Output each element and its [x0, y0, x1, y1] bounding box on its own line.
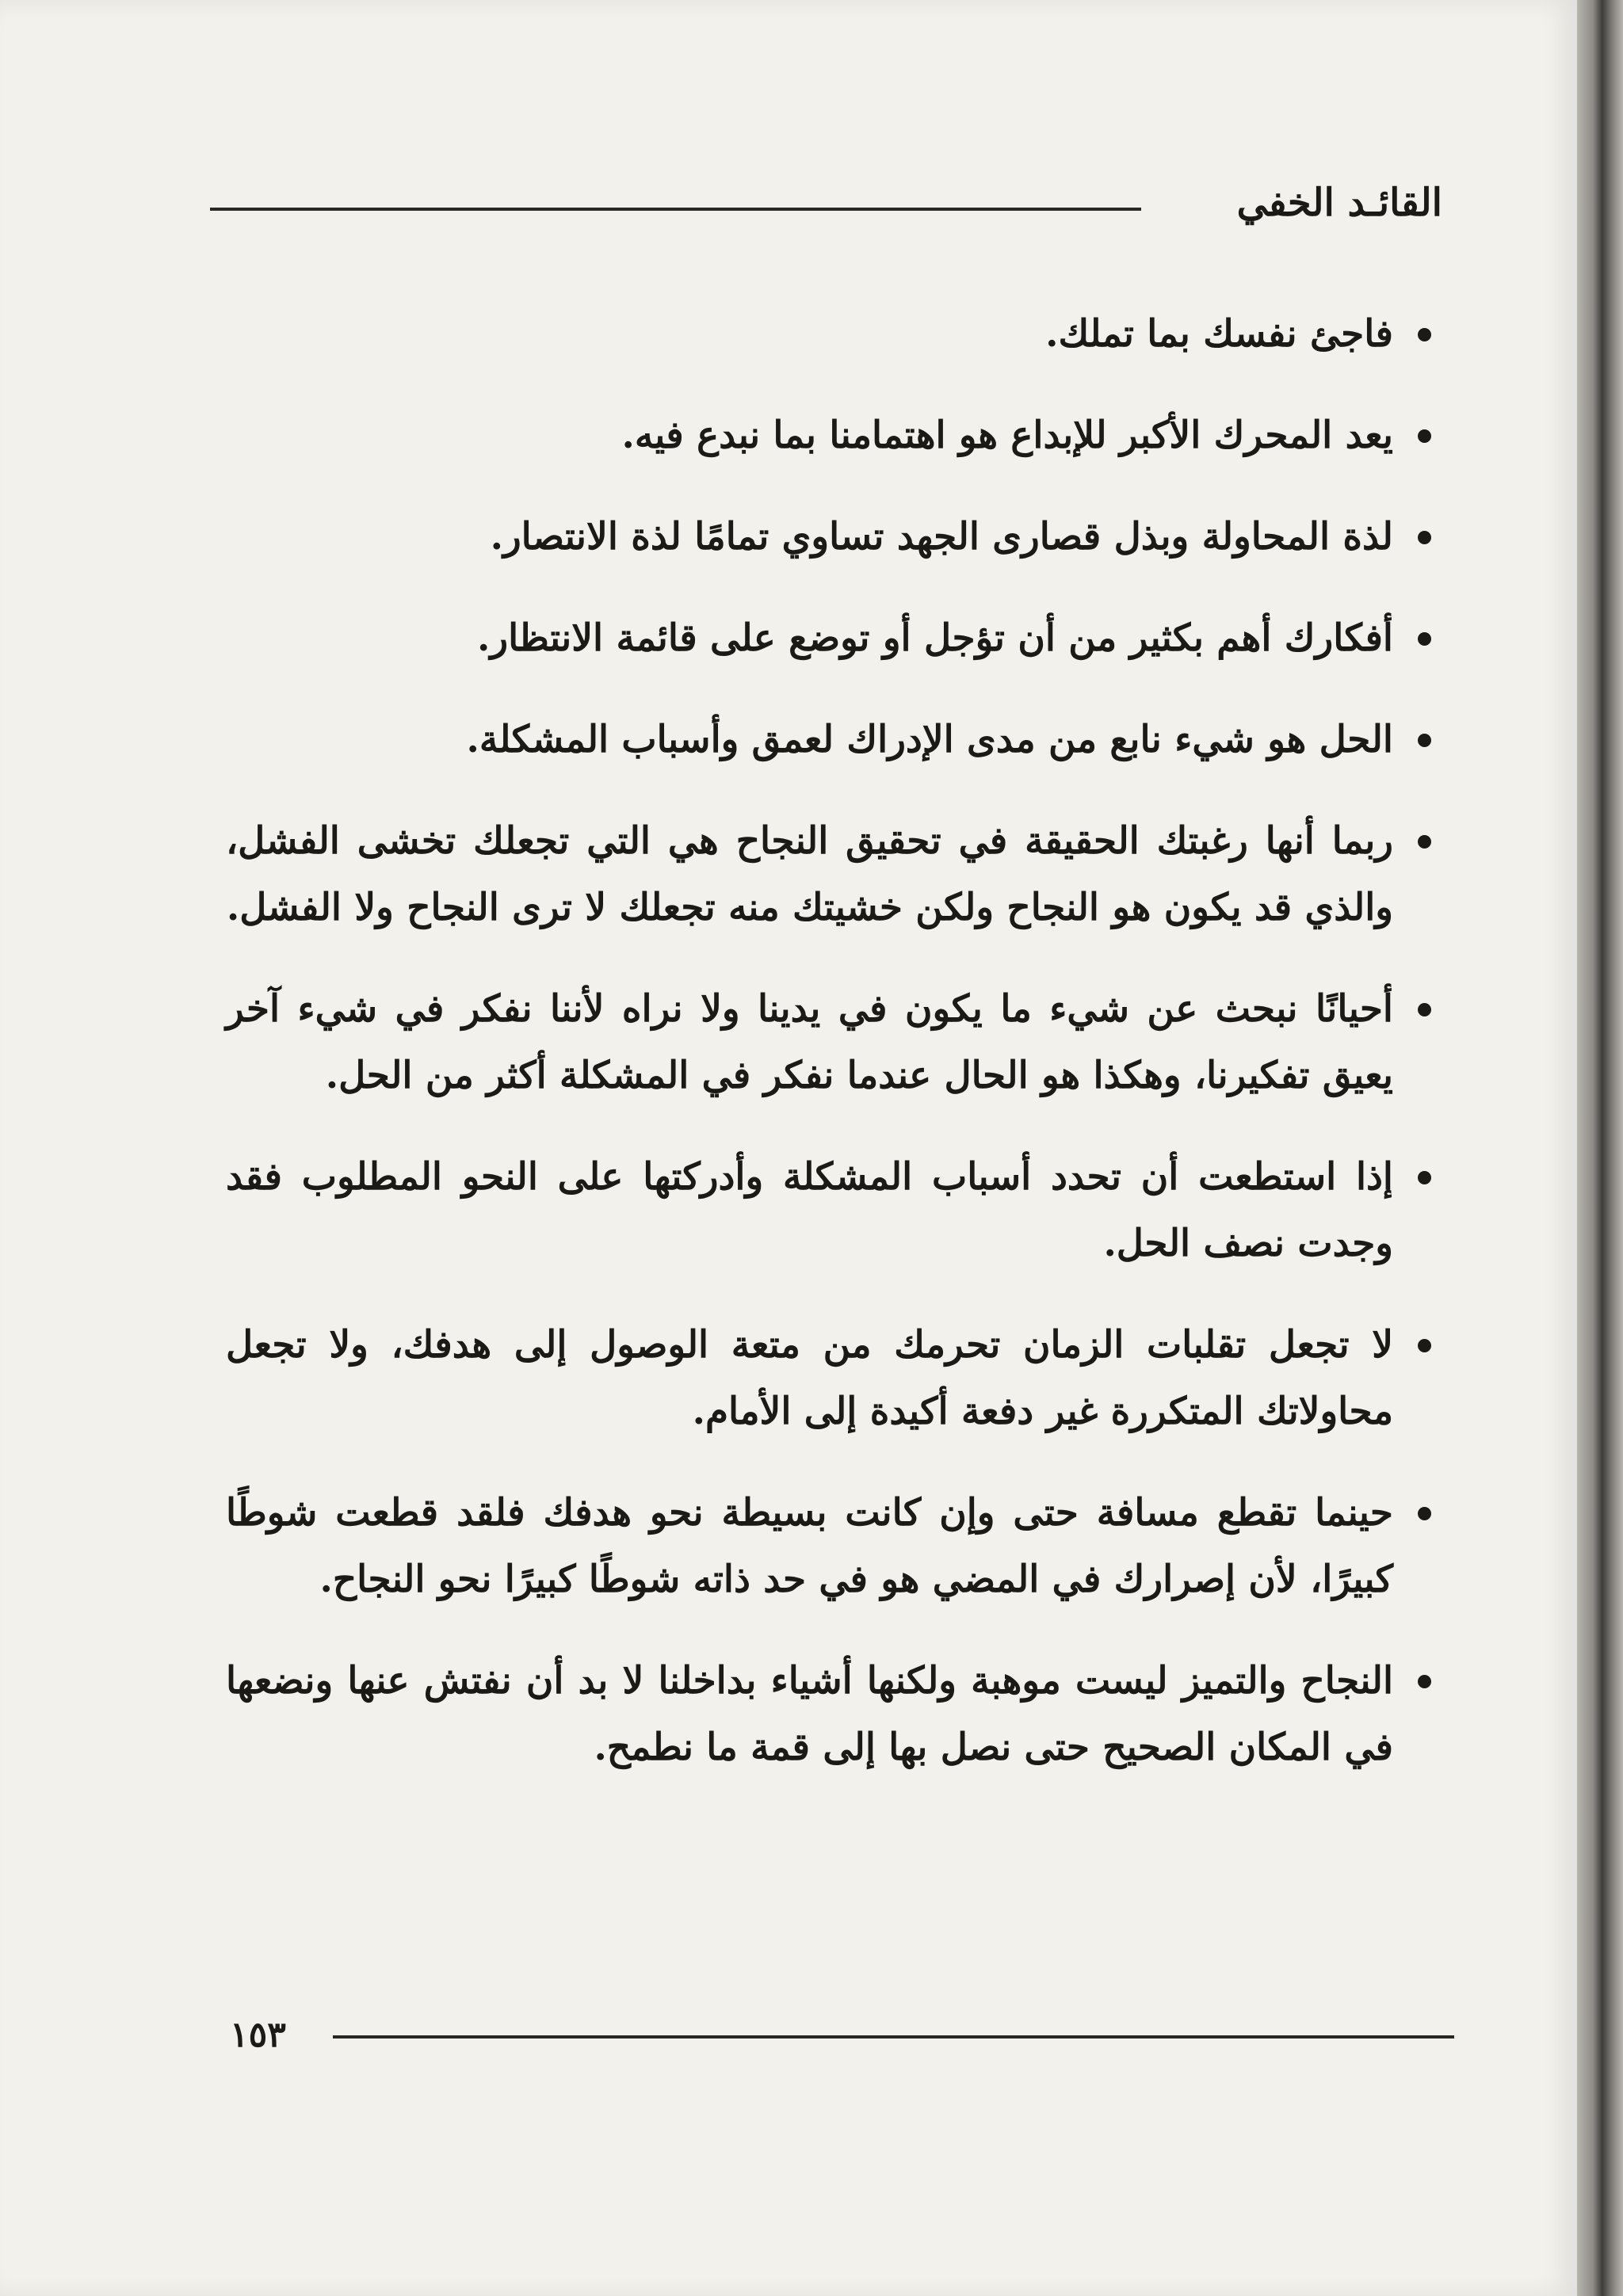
list-item — [226, 1480, 1434, 1613]
list-item — [226, 301, 1434, 368]
running-header — [210, 158, 1442, 238]
page-footer — [230, 2008, 1454, 2072]
bullet-icon — [1418, 1339, 1431, 1352]
bullet-icon — [1418, 1171, 1431, 1184]
list-item-text: يعد المحرك الأكبر للإبداع هو اهتمامنا بما نبدع فيه. — [621, 414, 1393, 457]
list-item — [226, 976, 1434, 1109]
bullet-icon — [1418, 734, 1431, 747]
list-item — [226, 1144, 1434, 1277]
bullet-icon — [1418, 1003, 1431, 1016]
bullet-icon — [1418, 632, 1431, 646]
list-item-text: فاجئ نفسك بما تملك. — [1045, 312, 1393, 356]
list-item-text: ربما أنها رغبتك الحقيقة في تحقيق النجاح هي التي تجعلك تخشى الفشل، والذي قد يكون هو النجاح ولكن خشيتك منه تجعلك لا ترى النجاح ولا الفشل. — [226, 819, 1393, 929]
footer-rule — [333, 2035, 1454, 2039]
bullet-list — [226, 301, 1434, 1816]
bullet-icon — [1418, 1675, 1431, 1688]
book-spine-shadow — [1577, 0, 1623, 2296]
bullet-icon — [1418, 1507, 1431, 1520]
bullet-icon — [1418, 531, 1431, 544]
bullet-icon — [1418, 328, 1431, 341]
list-item — [226, 1312, 1434, 1445]
list-item-text: أفكارك أهم بكثير من أن تؤجل أو توضع على قائمة الانتظار. — [477, 616, 1393, 660]
list-item — [226, 808, 1434, 941]
list-item-text: أحيانًا نبحث عن شيء ما يكون في يدينا ولا نراه لأننا نفكر في شيء آخر يعيق تفكيرنا، وهكذا هو الحال عندما نفكر في المشكلة أكثر من الحل. — [226, 987, 1393, 1097]
page-number: ١٥٣ — [230, 2015, 286, 2055]
header-rule — [210, 208, 1141, 211]
list-item-text: الحل هو شيء نابع من مدى الإدراك لعمق وأسباب المشكلة. — [466, 718, 1393, 761]
list-item-text: إذا استطعت أن تحدد أسباب المشكلة وأدركتها على النحو المطلوب فقد وجدت نصف الحل. — [226, 1155, 1393, 1265]
list-item-text: لذة المحاولة وبذل قصارى الجهد تساوي تمامًا لذة الانتصار. — [490, 515, 1393, 559]
list-item — [226, 707, 1434, 773]
list-item — [226, 605, 1434, 672]
bullet-icon — [1418, 835, 1431, 849]
list-item — [226, 504, 1434, 570]
list-item — [226, 402, 1434, 469]
list-item — [226, 1648, 1434, 1781]
list-item-text: حينما تقطع مسافة حتى وإن كانت بسيطة نحو هدفك فلقد قطعت شوطًا كبيرًا، لأن إصرارك في المضي هو في حد ذاته شوطًا كبيرًا نحو النجاح. — [226, 1491, 1393, 1601]
bullet-icon — [1418, 429, 1431, 443]
list-item-text: لا تجعل تقلبات الزمان تحرمك من متعة الوصول إلى هدفك، ولا تجعل محاولاتك المتكررة غير دفعة أكيدة إلى الأمام. — [226, 1323, 1393, 1433]
list-item-text: النجاح والتميز ليست موهبة ولكنها أشياء بداخلنا لا بد أن نفتش عنها ونضعها في المكان الصحيح حتى نصل بها إلى قمة ما نطمح. — [226, 1659, 1393, 1769]
book-title: القائـد الخفي — [1236, 181, 1442, 225]
